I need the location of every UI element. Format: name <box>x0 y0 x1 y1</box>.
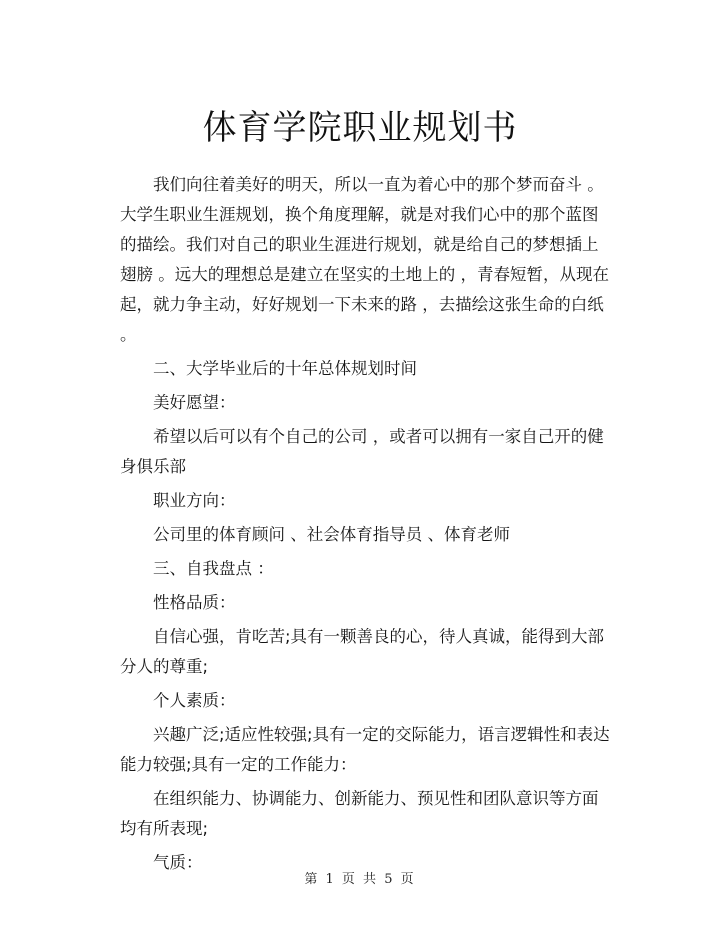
paragraph-personal-quality: 兴趣广泛;适应性较强;具有一定的交际能力，语言逻辑性和表达能力较强;具有一定的工作能力： <box>120 725 610 774</box>
paragraph-character: 自信心强，肯吃苦;具有一颗善良的心，待人真诚，能得到大部分人的尊重; <box>120 627 605 676</box>
section-heading-self-assessment: 三、自我盘点 ： <box>153 559 274 578</box>
label-character: 性格品质： <box>153 593 236 612</box>
document-body <box>120 170 610 878</box>
paragraph-intro: 我们向往着美好的明天，所以一直为着心中的那个梦而奋斗 。大学生职业生涯规划，换个角度理解，就是对我们心中的那个蓝图的描绘。我们对自己的职业生涯进行规划，就是给自己的梦想插上翅膀 。远大的理想总是建立在坚实的土地上的 ，青春短暂，从现在起，就力争主动，好好规划一下未来的路 ，去描绘这张生命的白纸 。 <box>120 175 609 344</box>
paragraph-career-direction: 公司里的体育顾问 、社会体育指导员 、体育老师 <box>153 525 510 544</box>
label-good-wishes: 美好愿望： <box>153 393 236 412</box>
label-temperament: 气质： <box>153 853 203 872</box>
page-number-footer: 第 1 页 共 5 页 <box>304 872 416 887</box>
section-heading-ten-year-plan: 二、大学毕业后的十年总体规划时间 <box>153 359 417 378</box>
paragraph-wishes: 希望以后可以有个自己的公司 ，或者可以拥有一家自己开的健身俱乐部 <box>120 427 604 476</box>
paragraph-abilities: 在组织能力、协调能力、创新能力、预见性和团队意识等方面均有所表现; <box>120 789 599 838</box>
label-career-direction: 职业方向： <box>153 491 236 510</box>
label-personal-quality: 个人素质： <box>153 691 236 710</box>
document-title: 体育学院职业规划书 <box>202 108 518 148</box>
